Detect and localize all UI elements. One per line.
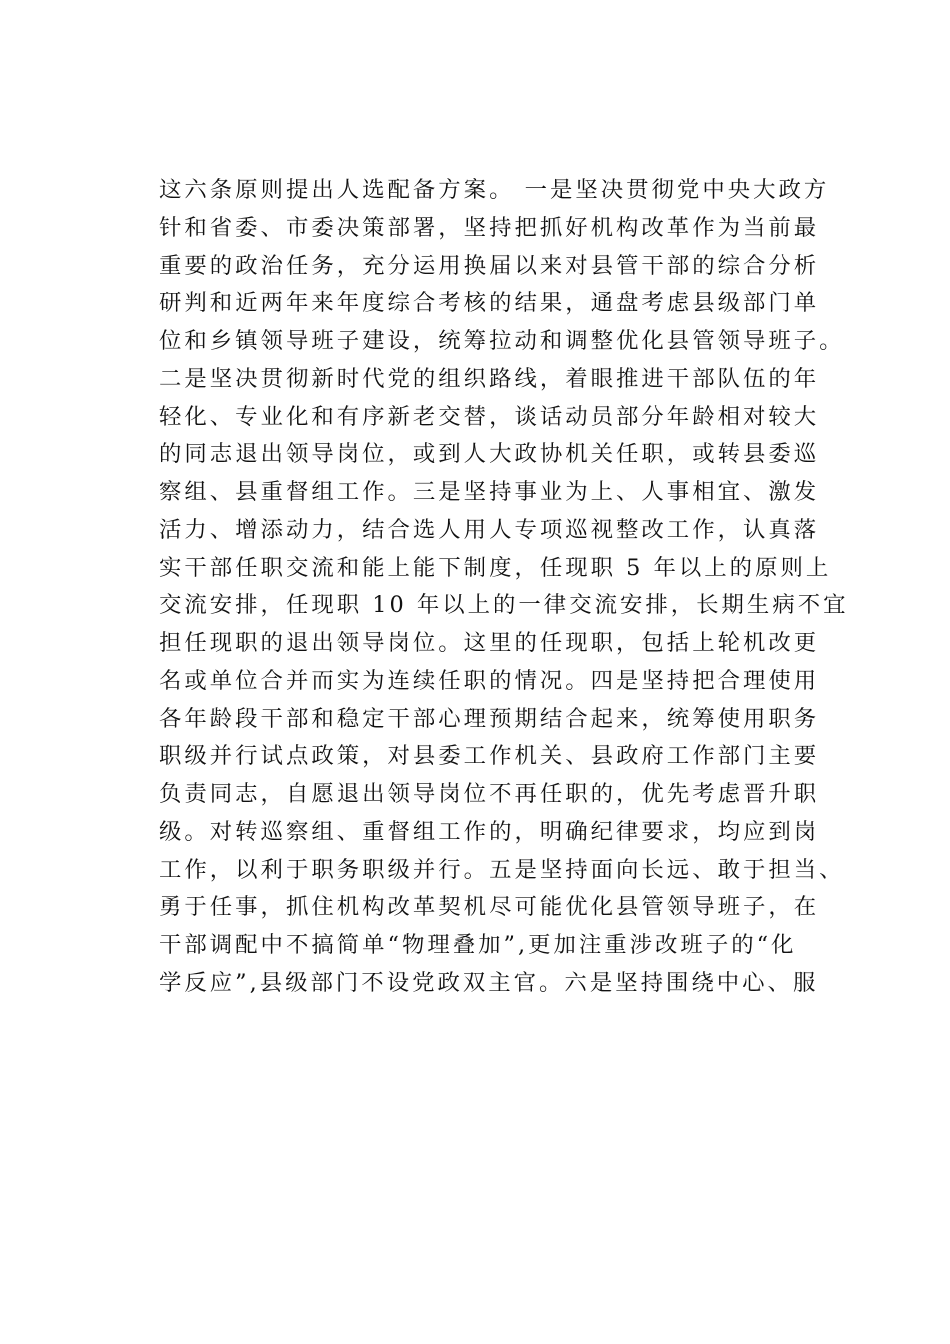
- text-line: 二是坚决贯彻新时代党的组织路线，着眼推进干部队伍的年: [159, 365, 820, 392]
- text-line: 察组、县重督组工作。三是坚持事业为上、人事相宜、激发: [159, 479, 820, 505]
- text-line: 位和乡镇领导班子建设，统筹拉动和调整优化县管领导班子。: [159, 328, 845, 354]
- text-line: 重要的政治任务，充分运用换届以来对县管干部的综合分析: [159, 252, 820, 279]
- text-line: 工作，以利于职务职级并行。五是坚持面向长远、敢于担当、: [159, 856, 845, 883]
- text-line: 负责同志，自愿退出领导岗位不再任职的，优先考虑晋升职: [159, 781, 820, 807]
- text-line: 担任现职的退出领导岗位。这里的任现职，包括上轮机改更: [159, 630, 820, 656]
- text-line: 针和省委、市委决策部署，坚持把抓好机构改革作为当前最: [159, 214, 820, 241]
- text-line: 的同志退出领导岗位，或到人大政协机关任职，或转县委巡: [159, 441, 820, 468]
- text-line: 交流安排，任现职 10 年以上的一律交流安排，长期生病不宜: [159, 592, 849, 619]
- text-line: 这六条原则提出人选配备方案。 一是坚决贯彻党中央大政方: [159, 177, 830, 203]
- text-line: 实干部任职交流和能上能下制度，任现职 5 年以上的原则上: [159, 554, 832, 581]
- text-line: 学反应”,县级部门不设党政双主官。六是坚持围绕中心、服: [159, 969, 819, 996]
- body-paragraph: [159, 172, 849, 1003]
- text-line: 活力、增添动力，结合选人用人专项巡视整改工作，认真落: [159, 516, 820, 543]
- text-line: 名或单位合并而实为连续任职的情况。四是坚持把合理使用: [159, 667, 820, 694]
- text-line: 职级并行试点政策，对县委工作机关、县政府工作部门主要: [159, 743, 820, 770]
- text-line: 轻化、专业化和有序新老交替，谈话动员部分年龄相对较大: [159, 403, 820, 430]
- text-line: 勇于任事，抓住机构改革契机尽可能优化县管领导班子，在: [159, 894, 820, 921]
- text-line: 各年龄段干部和稳定干部心理预期结合起来，统筹使用职务: [159, 705, 820, 732]
- text-line: 研判和近两年来年度综合考核的结果，通盘考虑县级部门单: [159, 290, 820, 317]
- text-line: 干部调配中不搞简单“物理叠加”,更加注重涉改班子的“化: [159, 932, 797, 958]
- text-line: 级。对转巡察组、重督组工作的，明确纪律要求，均应到岗: [159, 818, 820, 845]
